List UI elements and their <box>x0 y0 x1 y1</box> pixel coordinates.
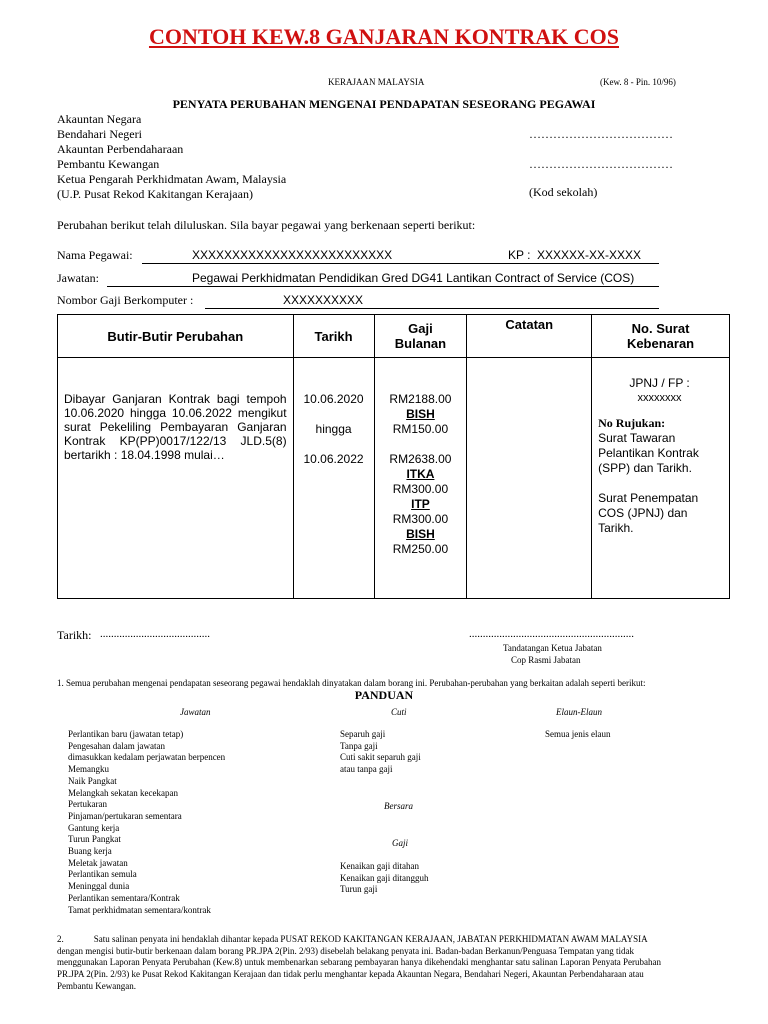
gaji-amount: RM300.00 <box>392 512 449 526</box>
signature-dots: ............................................................ <box>469 628 634 640</box>
recipient-item: Ketua Pengarah Perkhidmatan Awam, Malaysia <box>57 172 287 186</box>
rujukan-label: No Rujukan: <box>598 416 666 430</box>
list-item: Kenaikan gaji ditangguh <box>340 872 429 883</box>
description-cell: Dibayar Ganjaran Kontrak bagi tempoh 10.06.2020 hingga 10.06.2022 mengikut surat Pekeliling Pembayaran Ganjaran Kontrak KP(PP)0017/122/13 JLD.5(8) bertarikh : 18.04.1998 mulai… <box>58 358 294 599</box>
list-item: Melangkah sekatan kecekapan <box>68 787 178 798</box>
list-item: Turun gaji <box>340 884 378 895</box>
gaji-list <box>340 861 428 896</box>
gaji-amount: RM2638.00 <box>389 452 452 466</box>
date-hingga: hingga <box>315 422 352 436</box>
list-item: Naik Pangkat <box>68 775 117 786</box>
note-2-line: PR.JPA 2(Pin. 2/93) ke Pusat Rekod Kakitangan Kerajaan dan tidak perlu menghantar kepada Akauntan Negara, Bendahari Negeri, Akauntan Perbendaharaan atau <box>57 969 644 980</box>
list-item: Perlantikan semula <box>68 869 137 880</box>
stamp-label: Cop Rasmi Jabatan <box>511 655 581 665</box>
list-item: Gantung kerja <box>68 822 120 833</box>
dots-line: ……………………………… <box>529 127 673 141</box>
note-1: 1. Semua perubahan mengenai pendapatan seseorang pegawai hendaklah dinyatakan dalam borang ini. Perubahan-perubahan yang berkaitan adalah seperti berikut: <box>57 678 646 688</box>
col-elaun-head: Elaun-Elaun <box>556 707 602 717</box>
list-item: dimasukkan kedalam perjawatan berpencen <box>68 752 226 763</box>
note-2-line: Pembantu Kewangan. <box>57 980 136 991</box>
catatan-cell <box>467 358 592 599</box>
kod-sekolah: (Kod sekolah) <box>529 185 598 199</box>
header-surat: No. Surat Kebenaran <box>592 315 730 358</box>
table-row <box>58 358 730 599</box>
kp-value: XXXXXX-XX-XXXX <box>537 248 642 262</box>
rujukan-item: Surat Penempatan COS (JPNJ) dan Tarikh. <box>598 491 699 535</box>
signature-label: Tandatangan Ketua Jabatan <box>503 643 602 653</box>
date-cell <box>293 358 374 599</box>
jawatan-value: Pegawai Perkhidmatan Pendidikan Gred DG41 Lantikan Contract of Service (COS) <box>192 271 635 285</box>
recipient-item: (U.P. Pusat Rekod Kakitangan Kerajaan) <box>57 187 253 201</box>
form-heading: PENYATA PERUBAHAN MENGENAI PENDAPATAN SESEORANG PEGAWAI <box>172 97 596 111</box>
date-end: 10.06.2022 <box>303 452 364 466</box>
page-title: CONTOH KEW.8 GANJARAN KONTRAK COS <box>148 24 619 49</box>
changes-table <box>57 314 730 599</box>
list-item: Turun Pangkat <box>68 834 121 845</box>
list-item: Tamat perkhidmatan sementara/kontrak <box>68 904 211 915</box>
cuti-list <box>340 729 421 776</box>
date-start: 10.06.2020 <box>303 392 364 406</box>
list-item: Memangku <box>68 764 109 775</box>
list-item: Pinjaman/pertukaran sementara <box>68 810 182 821</box>
col-jawatan-head: Jawatan <box>180 707 211 717</box>
gaji-label: BISH <box>406 407 435 421</box>
gaji-amount: RM300.00 <box>392 482 449 496</box>
gaji-number-label: Nombor Gaji Berkomputer : <box>57 293 194 307</box>
list-item: Tanpa gaji <box>340 740 378 751</box>
gaji-amount: RM150.00 <box>392 422 449 436</box>
header-butir: Butir-Butir Perubahan <box>58 315 294 358</box>
note-2-line: dengan mengisi butir-butir berkenaan dalam borang PR.JPA 2(Pin. 2/93) disebelah belakang penyata ini. Badan-badan Berkanun/Penguasa Tempatan yang tidak <box>57 945 635 956</box>
bersara-label: Bersara <box>384 801 413 811</box>
list-item: Separuh gaji <box>340 729 386 739</box>
gaji-number-value: XXXXXXXXXX <box>283 293 364 307</box>
list-item: Meninggal dunia <box>68 881 130 892</box>
header-catatan: Catatan <box>467 315 592 358</box>
surat-ref: JPNJ / FP : <box>629 376 690 390</box>
kp-label: KP : <box>508 248 531 262</box>
note-2 <box>57 934 745 993</box>
jawatan-list <box>68 729 225 916</box>
kerajaan-label: KERAJAAN MALAYSIA <box>328 77 425 87</box>
gaji-head: Gaji <box>392 838 409 848</box>
list-item: Pengesahan dalam jawatan <box>68 740 165 751</box>
header-tarikh: Tarikh <box>293 315 374 358</box>
dots-line: ……………………………… <box>529 157 673 171</box>
intro-text: Perubahan berikut telah diluluskan. Sila bayar pegawai yang berkenaan seperti berikut: <box>57 218 476 232</box>
list-item: Pertukaran <box>68 799 107 810</box>
rujukan-item: Surat Tawaran Pelantikan Kontrak (SPP) dan Tarikh. <box>598 431 699 475</box>
tarikh-dots: ........................................ <box>100 628 210 640</box>
gaji-amount: RM2188.00 <box>389 392 452 406</box>
jawatan-underline <box>107 286 659 287</box>
surat-ref-code: xxxxxxxx <box>637 392 682 404</box>
recipient-item: Akauntan Perbendaharaan <box>57 142 184 156</box>
note-2-line: menggunakan Laporan Penyata Perubahan (Kew.8) untuk membenarkan sebarang pembayaran hanya dikehendaki menghantar satu salinan Laporan Penyata Perubahan <box>57 957 661 968</box>
list-item: atau tanpa gaji <box>340 764 393 775</box>
list-item: Kenaikan gaji ditahan <box>340 861 419 871</box>
gaji-label: ITP <box>411 497 430 511</box>
list-item: Cuti sakit separuh gaji <box>340 752 421 763</box>
list-item: Perlantikan sementara/Kontrak <box>68 892 180 903</box>
header-gaji: Gaji Bulanan <box>374 315 467 358</box>
gaji-underline <box>205 308 659 309</box>
list-item: Perlantikan baru (jawatan tetap) <box>68 729 184 739</box>
nama-underline <box>142 263 659 264</box>
panduan-title: PANDUAN <box>354 688 414 702</box>
note-2-line: Satu salinan penyata ini hendaklah dihantar kepada PUSAT REKOD KAKITANGAN KERAJAAN, JABATAN PERKHIDMATAN AWAM MALAYSIA <box>93 934 648 944</box>
list-item: Semua jenis elaun <box>545 729 611 739</box>
recipient-item: Pembantu Kewangan <box>57 157 160 171</box>
nama-label: Nama Pegawai: <box>57 248 133 262</box>
jawatan-label: Jawatan: <box>57 271 99 285</box>
gaji-label: ITKA <box>406 467 435 481</box>
kew-code: (Kew. 8 - Pin. 10/96) <box>600 77 676 87</box>
gaji-cell <box>374 358 467 599</box>
gaji-label: BISH <box>406 527 435 541</box>
list-item: Meletak jawatan <box>68 857 128 868</box>
gaji-amount: RM250.00 <box>392 542 449 556</box>
elaun-list <box>545 729 610 741</box>
recipient-item: Akauntan Negara <box>57 112 142 126</box>
recipient-item: Bendahari Negeri <box>57 127 142 141</box>
table-header-row <box>58 315 730 358</box>
note-2-num: 2. <box>57 934 64 944</box>
col-cuti-head: Cuti <box>391 707 407 717</box>
nama-value: XXXXXXXXXXXXXXXXXXXXXXXXX <box>192 248 393 262</box>
tarikh-label: Tarikh: <box>57 628 92 642</box>
list-item: Buang kerja <box>68 846 112 857</box>
surat-cell <box>592 358 730 599</box>
